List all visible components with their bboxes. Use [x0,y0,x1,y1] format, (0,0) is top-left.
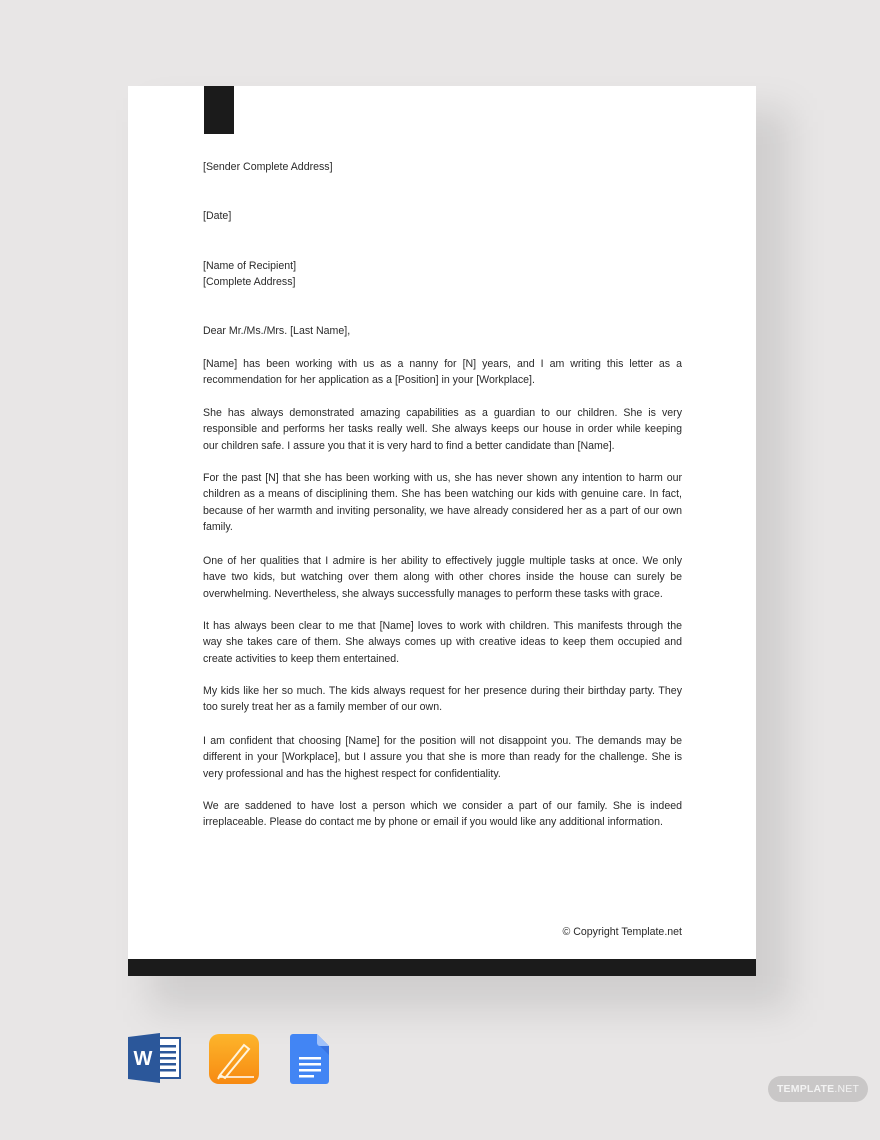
paragraph-8: We are saddened to have lost a person which we consider a part of our family. She is indeed irreplaceable. Please do contact me by phone or email if you would like any additional information. [203,800,682,829]
paragraph-4: One of her qualities that I admire is her ability to effectively juggle multiple tasks at once. We only have two kids, but watching over them along with other chores inside the house can surely be overwhelming. Nevertheless, she always successfully manages to perform these tasks with grace. [203,555,682,600]
google-docs-icon[interactable] [290,1033,330,1090]
salutation: Dear Mr./Ms./Mrs. [Last Name], [203,325,351,337]
apple-pages-icon[interactable] [208,1033,260,1090]
header-black-block [204,86,234,134]
paragraph-1: [Name] has been working with us as a nanny for [N] years, and I am writing this letter as a recommendation for her application as a [Position] in your [Workplace]. [203,358,682,387]
paragraph-7: I am confident that choosing [Name] for the position will not disappoint you. The demands may be different in your [Workplace], but I assure you that she is more than ready for the challenge. She is very professional and has the highest respect for confidentiality. [203,735,682,780]
paragraph-2: She has always demonstrated amazing capabilities as a guardian to our children. She is very responsible and performs her tasks really well. She always keeps our house in order while keeping our children safe. I assure you that it is very hard to find a better candidate than [Name]. [203,407,682,452]
recipient-name: [Name of Recipient] [203,260,297,272]
paragraph-6: My kids like her so much. The kids always request for her presence during their birthday party. They too surely treat her as a family member of our own. [203,685,682,714]
badge-thin-text: .NET [834,1083,860,1095]
sender-address: [Sender Complete Address] [203,161,333,173]
paragraph-3: For the past [N] that she has been working with us, she has never shown any intention to harm our children as a means of disciplining them. She has been watching our kids with genuine care. In fact, because of her warmth and inviting personality, we have already considered her as a part of our own family. [203,472,682,533]
paragraph-5: It has always been clear to me that [Name] loves to work with children. This manifests through the way she takes care of them. She always comes up with creative ideas to keep them occupied and create activities to keep them entertained. [203,620,682,665]
recipient-address: [Complete Address] [203,276,296,288]
microsoft-word-icon[interactable] [128,1033,182,1088]
copyright-text: © Copyright Template.net [562,926,682,938]
letter-page [128,86,756,976]
template-net-badge[interactable] [768,1076,868,1102]
svg-text:W: W [133,1048,153,1070]
letter-date: [Date] [203,210,232,222]
footer-black-bar [128,959,756,976]
badge-bold-text: TEMPLATE [776,1083,835,1095]
